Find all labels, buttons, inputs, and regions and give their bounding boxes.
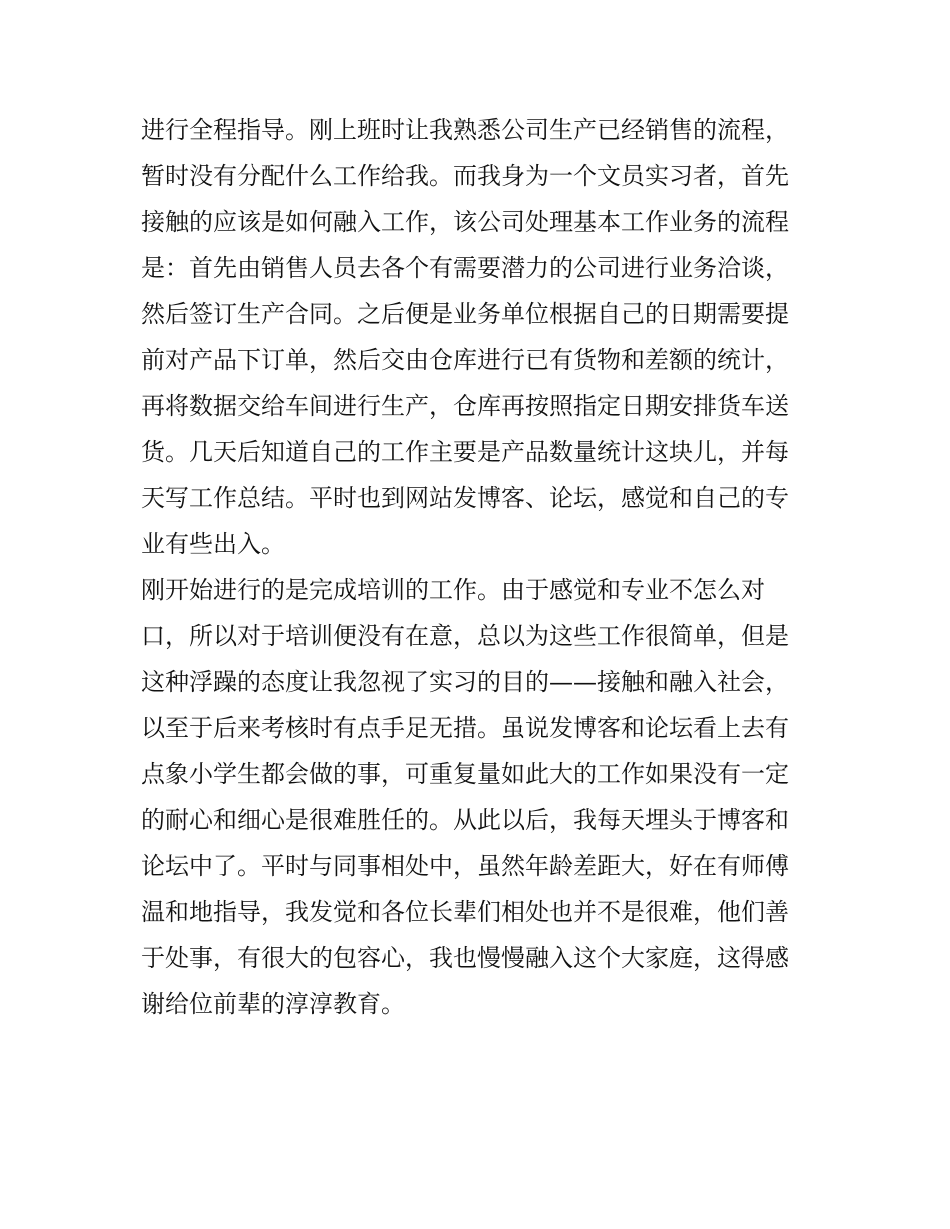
text-line: 业有些出入。 [141, 530, 285, 558]
text-line: 天写工作总结。平时也到网站发博客、论坛，感觉和自己的专 [141, 484, 789, 512]
text-line: 进行全程指导。刚上班时让我熟悉公司生产已经销售的流程， [141, 116, 789, 144]
text-line: 货。几天后知道自己的工作主要是产品数量统计这块儿，并每 [141, 438, 789, 466]
text-line: 这种浮躁的态度让我忽视了实习的目的——接触和融入社会， [141, 668, 789, 696]
text-line: 以至于后来考核时有点手足无措。虽说发博客和论坛看上去有 [141, 714, 789, 742]
text-line: 点象小学生都会做的事，可重复量如此大的工作如果没有一定 [141, 760, 789, 788]
text-line: 的耐心和细心是很难胜任的。从此以后，我每天埋头于博客和 [141, 806, 789, 834]
text-line: 口，所以对于培训便没有在意，总以为这些工作很简单，但是 [141, 622, 789, 650]
text-line: 再将数据交给车间进行生产，仓库再按照指定日期安排货车送 [141, 392, 789, 420]
text-line: 论坛中了。平时与同事相处中，虽然年龄差距大，好在有师傅 [141, 852, 789, 880]
text-line: 然后签订生产合同。之后便是业务单位根据自己的日期需要提 [141, 300, 789, 328]
text-line: 暂时没有分配什么工作给我。而我身为一个文员实习者，首先 [141, 162, 789, 190]
text-line: 温和地指导，我发觉和各位长辈们相处也并不是很难，他们善 [141, 898, 789, 926]
text-line: 于处事，有很大的包容心，我也慢慢融入这个大家庭，这得感 [141, 944, 789, 972]
text-line: 是：首先由销售人员去各个有需要潜力的公司进行业务洽谈， [141, 254, 789, 282]
text-line: 刚开始进行的是完成培训的工作。由于感觉和专业不怎么对 [141, 576, 765, 604]
text-line: 谢给位前辈的淳淳教育。 [141, 990, 405, 1018]
body-text [141, 107, 813, 1027]
text-line: 前对产品下订单，然后交由仓库进行已有货物和差额的统计， [141, 346, 789, 374]
text-line: 接触的应该是如何融入工作，该公司处理基本工作业务的流程 [141, 208, 789, 236]
